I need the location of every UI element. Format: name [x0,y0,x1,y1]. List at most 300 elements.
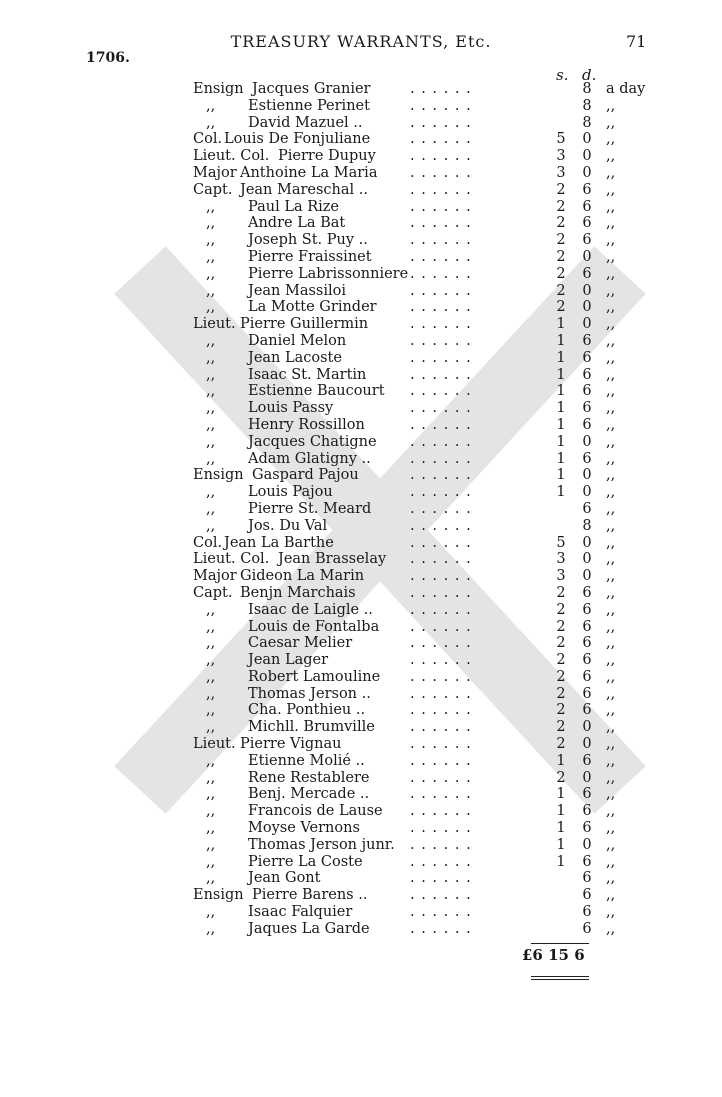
list-item [0,148,722,165]
rate-unit: ,, [606,668,616,685]
rank-label: ,, [206,601,216,618]
rank-label: ,, [206,97,216,114]
list-item [0,299,722,316]
list-item [0,232,722,249]
list-item [0,131,722,148]
pence-value: 6 [582,500,592,517]
rank-label: ,, [206,433,216,450]
rank-label: ,, [206,685,216,702]
list-item [0,635,722,652]
rank-label: Lieut. Col. [193,148,270,165]
list-item [0,854,722,871]
list-item [0,702,722,719]
rate-unit: ,, [606,635,616,652]
pence-value: 0 [582,836,592,853]
officer-name: Gideon La Marin [240,568,365,585]
leader-dots: . . . . . . [410,719,472,736]
pence-value: 0 [582,248,592,265]
rank-label: ,, [206,114,216,131]
shillings-value: 2 [556,282,566,299]
pence-value: 6 [582,450,592,467]
officer-name: Pierre St. Meard [248,500,372,517]
pence-value: 6 [582,584,592,601]
pence-value: 6 [582,752,592,769]
rate-unit: ,, [606,299,616,316]
pence-value: 0 [582,568,592,585]
officer-name: Anthoine La Maria [240,164,378,181]
list-item [0,686,722,703]
shillings-value: 2 [556,685,566,702]
leader-dots: . . . . . . [410,467,472,484]
rate-unit: ,, [606,702,616,719]
rank-label: Major [193,164,237,181]
shillings-value: 2 [556,702,566,719]
rate-unit: ,, [606,467,616,484]
rate-unit: ,, [606,349,616,366]
pence-value: 8 [582,114,592,131]
pence-value: 6 [582,904,592,921]
list-item [0,602,722,619]
rate-unit: ,, [606,332,616,349]
shillings-value: 1 [556,836,566,853]
officer-name: Jean Mareschal .. [240,181,369,198]
leader-dots: . . . . . . [410,198,472,215]
rank-label: ,, [206,500,216,517]
shillings-value: 1 [556,433,566,450]
rank-label: ,, [206,769,216,786]
rate-unit: ,, [606,148,616,165]
pence-value: 6 [582,618,592,635]
officer-name: Isaac de Laigle .. [248,601,373,618]
shillings-value: 1 [556,416,566,433]
rate-unit: ,, [606,433,616,450]
leader-dots: . . . . . . [410,232,472,249]
rate-unit: ,, [606,534,616,551]
shillings-value: 1 [556,853,566,870]
rank-label: Col. [193,131,223,148]
officer-name: Pierre Dupuy [278,148,376,165]
officer-name: Jaques La Garde [248,920,370,937]
rate-unit: ,, [606,584,616,601]
leader-dots: . . . . . . [410,870,472,887]
rate-unit: ,, [606,400,616,417]
shillings-value: 2 [556,618,566,635]
leader-dots: . . . . . . [410,433,472,450]
pence-value: 6 [582,215,592,232]
rate-unit: ,, [606,568,616,585]
leader-dots: . . . . . . [410,450,472,467]
list-item [0,451,722,468]
leader-dots: . . . . . . [410,534,472,551]
pence-value: 0 [582,551,592,568]
pence-value: 6 [582,232,592,249]
total-amount: £6 15 6 [522,946,585,964]
list-item [0,770,722,787]
officer-name: Joseph St. Puy .. [248,232,368,249]
officer-name: Louis De Fonjuliane [224,131,371,148]
total-double-underline [531,979,589,980]
officer-name: Jean Brasselay [278,551,387,568]
leader-dots: . . . . . . [410,685,472,702]
shillings-value: 2 [556,248,566,265]
rate-unit: ,, [606,282,616,299]
list-item [0,887,722,904]
sum-rule [531,943,589,944]
rate-unit: ,, [606,215,616,232]
rate-unit: ,, [606,450,616,467]
officer-name: Paul La Rize [248,198,339,215]
shillings-value: 1 [556,366,566,383]
leader-dots: . . . . . . [410,248,472,265]
rate-unit: ,, [606,131,616,148]
officer-name: Pierre Labrissonniere [248,265,409,282]
shillings-column-header: s. [556,66,569,84]
page-number: 71 [626,32,647,51]
list-item [0,383,722,400]
officer-name: Michll. Brumville [248,719,375,736]
leader-dots: . . . . . . [410,181,472,198]
list-item [0,266,722,283]
rank-label: Ensign [193,887,244,904]
list-item [0,669,722,686]
list-item [0,870,722,887]
leader-dots: . . . . . . [410,148,472,165]
pence-value: 6 [582,383,592,400]
rate-unit: ,, [606,97,616,114]
rank-label: Capt. [193,584,233,601]
rank-label: ,, [206,635,216,652]
officer-name: Isaac Falquier [248,904,353,921]
list-item [0,904,722,921]
shillings-value: 2 [556,652,566,669]
rank-label: ,, [206,366,216,383]
pence-value: 6 [582,332,592,349]
rate-unit: ,, [606,181,616,198]
officer-name: Pierre Barens .. [252,887,368,904]
pence-column-header: d. [582,66,597,84]
list-item [0,837,722,854]
officer-name: Moyse Vernons [248,820,360,837]
officer-name: Benjn Marchais [240,584,356,601]
shillings-value: 3 [556,551,566,568]
leader-dots: . . . . . . [410,299,472,316]
officer-name: Pierre Guillermin [240,316,369,333]
rank-label: Ensign [193,467,244,484]
shillings-value: 1 [556,752,566,769]
pence-value: 0 [582,433,592,450]
list-item [0,165,722,182]
rank-label: Capt. [193,181,233,198]
rank-label: ,, [206,752,216,769]
leader-dots: . . . . . . [410,97,472,114]
leader-dots: . . . . . . [410,904,472,921]
rate-unit: ,, [606,786,616,803]
rate-unit: ,, [606,736,616,753]
pence-value: 6 [582,400,592,417]
rate-unit: ,, [606,803,616,820]
leader-dots: . . . . . . [410,836,472,853]
pence-value: 0 [582,299,592,316]
list-item [0,199,722,216]
pence-value: 0 [582,316,592,333]
rate-unit: ,, [606,887,616,904]
rank-label: ,, [206,484,216,501]
shillings-value: 1 [556,484,566,501]
rank-label: ,, [206,786,216,803]
pence-value: 0 [582,467,592,484]
rank-label: ,, [206,853,216,870]
rank-label: Lieut. [193,736,236,753]
pence-value: 6 [582,198,592,215]
leader-dots: . . . . . . [410,920,472,937]
leader-dots: . . . . . . [410,752,472,769]
pence-value: 6 [582,803,592,820]
pence-value: 0 [582,131,592,148]
pence-value: 6 [582,702,592,719]
rate-unit: ,, [606,904,616,921]
rate-unit: ,, [606,652,616,669]
list-item [0,652,722,669]
rate-unit: ,, [606,920,616,937]
pence-value: 6 [582,635,592,652]
shillings-value: 3 [556,568,566,585]
officer-name: Louis Passy [248,400,334,417]
shillings-value: 1 [556,786,566,803]
officer-name: Jacques Granier [252,81,371,97]
list-item [0,753,722,770]
leader-dots: . . . . . . [410,652,472,669]
leader-dots: . . . . . . [410,164,472,181]
rate-unit: ,, [606,685,616,702]
leader-dots: . . . . . . [410,803,472,820]
rate-unit: ,, [606,870,616,887]
total-underline [531,976,589,977]
list-item [0,585,722,602]
list-item [0,417,722,434]
rank-label: ,, [206,383,216,400]
shillings-value: 1 [556,332,566,349]
list-item [0,316,722,333]
rank-label: ,, [206,400,216,417]
rank-label: ,, [206,618,216,635]
shillings-value: 2 [556,769,566,786]
rate-unit: ,, [606,618,616,635]
pence-value: 6 [582,366,592,383]
leader-dots: . . . . . . [410,349,472,366]
pence-value: 6 [582,668,592,685]
officer-name: Cha. Ponthieu .. [248,702,366,719]
warrant-list [0,81,722,938]
leader-dots: . . . . . . [410,131,472,148]
leader-dots: . . . . . . [410,668,472,685]
rank-label: ,, [206,265,216,282]
rank-label: Lieut. [193,316,236,333]
shillings-value: 1 [556,467,566,484]
shillings-value: 1 [556,400,566,417]
rank-label: ,, [206,450,216,467]
rank-label: ,, [206,836,216,853]
rate-unit: ,, [606,752,616,769]
pence-value: 6 [582,601,592,618]
rank-label: Lieut. Col. [193,551,270,568]
officer-name: David Mazuel .. [248,114,363,131]
rank-label: ,, [206,652,216,669]
leader-dots: . . . . . . [410,316,472,333]
officer-name: Pierre Vignau [240,736,342,753]
pence-value: 6 [582,853,592,870]
leader-dots: . . . . . . [410,584,472,601]
rank-label: ,, [206,803,216,820]
rate-unit: ,, [606,551,616,568]
officer-name: Andre La Bat [248,215,346,232]
leader-dots: . . . . . . [410,484,472,501]
rank-label: ,, [206,215,216,232]
leader-dots: . . . . . . [410,215,472,232]
rank-label: Ensign [193,81,244,97]
officer-name: Jos. Du Val [248,517,328,534]
list-item [0,501,722,518]
list-item [0,182,722,199]
pence-value: 6 [582,820,592,837]
pence-value: 0 [582,164,592,181]
running-title: TREASURY WARRANTS, Etc. [230,32,492,51]
pence-value: 8 [582,517,592,534]
rank-label: ,, [206,416,216,433]
rate-unit: ,, [606,836,616,853]
shillings-value: 2 [556,265,566,282]
rate-unit: ,, [606,316,616,333]
officer-name: Thomas Jerson .. [248,685,371,702]
pence-value: 6 [582,349,592,366]
rank-label: ,, [206,719,216,736]
list-item [0,215,722,232]
shillings-value: 2 [556,299,566,316]
officer-name: Louis de Fontalba [248,618,380,635]
list-item [0,115,722,132]
list-item [0,400,722,417]
pence-value: 6 [582,265,592,282]
list-item [0,551,722,568]
leader-dots: . . . . . . [410,820,472,837]
officer-name: Pierre La Coste [248,853,363,870]
list-item [0,333,722,350]
rate-unit: ,, [606,601,616,618]
officer-name: Jean La Barthe [224,534,334,551]
list-item [0,619,722,636]
pence-value: 8 [582,81,592,97]
list-item [0,921,722,938]
rank-label: ,, [206,517,216,534]
leader-dots: . . . . . . [410,618,472,635]
year-label: 1706. [86,50,130,66]
leader-dots: . . . . . . [410,887,472,904]
officer-name: Francois de Lause [248,803,383,820]
rank-label: ,, [206,248,216,265]
shillings-value: 1 [556,316,566,333]
rank-label: ,, [206,904,216,921]
pence-value: 6 [582,652,592,669]
list-item [0,535,722,552]
rank-label: ,, [206,332,216,349]
rate-unit: ,, [606,484,616,501]
officer-name: Caesar Melier [248,635,353,652]
leader-dots: . . . . . . [410,601,472,618]
pence-value: 8 [582,97,592,114]
pence-value: 0 [582,282,592,299]
leader-dots: . . . . . . [410,517,472,534]
rate-unit: ,, [606,198,616,215]
officer-name: Etienne Molié .. [248,752,365,769]
list-item [0,249,722,266]
officer-name: Gaspard Pajou [252,467,359,484]
pence-value: 0 [582,769,592,786]
shillings-value: 3 [556,164,566,181]
shillings-value: 2 [556,601,566,618]
rank-label: Col. [193,534,223,551]
leader-dots: . . . . . . [410,551,472,568]
shillings-value: 2 [556,635,566,652]
list-item [0,81,722,98]
leader-dots: . . . . . . [410,702,472,719]
officer-name: Jean Massiloi [248,282,347,299]
officer-name: Jean Gont [248,870,321,887]
officer-name: Benj. Mercade .. [248,786,370,803]
leader-dots: . . . . . . [410,736,472,753]
pence-value: 6 [582,416,592,433]
shillings-value: 1 [556,349,566,366]
rate-unit: ,, [606,769,616,786]
rate-unit: ,, [606,232,616,249]
shillings-value: 2 [556,719,566,736]
rank-label: ,, [206,349,216,366]
leader-dots: . . . . . . [410,853,472,870]
pence-value: 0 [582,736,592,753]
rate-unit: ,, [606,500,616,517]
shillings-value: 2 [556,584,566,601]
shillings-value: 2 [556,181,566,198]
list-item [0,803,722,820]
officer-name: Rene Restablere [248,769,370,786]
list-item [0,484,722,501]
list-item [0,736,722,753]
leader-dots: . . . . . . [410,383,472,400]
officer-name: Isaac St. Martin [248,366,367,383]
officer-name: Thomas Jerson junr. [248,836,395,853]
list-item [0,568,722,585]
leader-dots: . . . . . . [410,265,472,282]
shillings-value: 2 [556,215,566,232]
leader-dots: . . . . . . [410,568,472,585]
list-item [0,434,722,451]
shillings-value: 1 [556,383,566,400]
officer-name: Jean Lager [248,652,329,669]
rank-label: ,, [206,702,216,719]
rank-label: ,, [206,668,216,685]
officer-name: Adam Glatigny .. [248,450,371,467]
pence-value: 0 [582,534,592,551]
rate-unit: ,, [606,248,616,265]
rank-label: Major [193,568,237,585]
rate-unit: ,, [606,853,616,870]
rate-unit: ,, [606,416,616,433]
list-item [0,719,722,736]
list-item [0,518,722,535]
leader-dots: . . . . . . [410,500,472,517]
rank-label: ,, [206,198,216,215]
officer-name: Estienne Perinet [248,97,370,114]
officer-name: Estienne Baucourt [248,383,385,400]
officer-name: Jean Lacoste [248,349,342,366]
